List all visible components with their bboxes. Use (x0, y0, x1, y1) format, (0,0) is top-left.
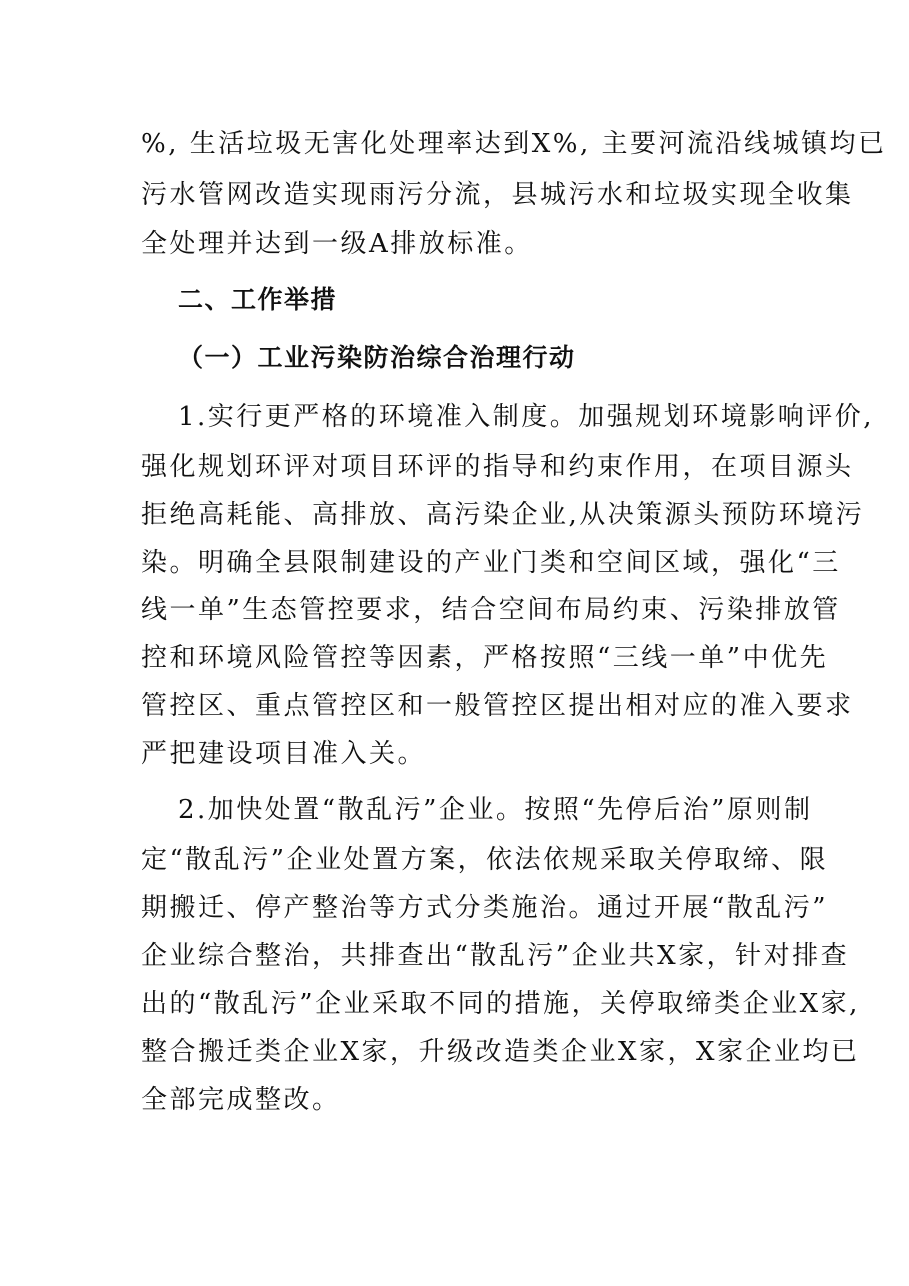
section-heading: 二、工作举措 (178, 285, 338, 314)
item1-line-4: 染。明确全县限制建设的产业门类和空间区域，强化“三 (141, 548, 841, 578)
intro-line-3: 全处理并达到一级A排放标准。 (141, 229, 533, 259)
item1-line-6: 控和环境风险管控等因素，严格按照“三线一单”中优先 (141, 643, 829, 673)
item1-line-2: 强化规划环评对项目环评的指导和约束作用，在项目源头 (141, 452, 854, 482)
item1-line-3: 拒绝高耗能、高排放、高污染企业,从决策源头预防环境污 (141, 500, 865, 530)
item1-line-5: 线一单”生态管控要求，结合空间布局约束、污染排放管 (141, 595, 841, 625)
item1-line-1: 1.实行更严格的环境准入制度。加强规划环境影响评价, (178, 402, 875, 432)
item2-line-1: 2.加快处置“散乱污”企业。按照“先停后治”原则制 (178, 795, 813, 825)
intro-line-2: 污水管网改造实现雨污分流，县城污水和垃圾实现全收集 (141, 180, 854, 210)
item2-line-4: 企业综合整治，共排查出“散乱污”企业共X家，针对排查 (141, 941, 850, 971)
item2-line-2: 定“散乱污”企业处置方案，依法依规采取关停取缔、限 (141, 845, 829, 875)
item2-line-6: 整合搬迁类企业X家，升级改造类企业X家，X家企业均已 (141, 1037, 860, 1067)
item1-line-7: 管控区、重点管控区和一般管控区提出相对应的准入要求 (141, 691, 854, 721)
intro-line-1: %, 生活垃圾无害化处理率达到X%, 主要河流沿线城镇均已 (141, 129, 887, 159)
subsection-heading: （一）工业污染防治综合治理行动 (178, 343, 576, 372)
item1-line-8: 严把建设项目准入关。 (141, 739, 427, 769)
item2-line-3: 期搬迁、停产整治等方式分类施治。通过开展“散乱污” (141, 893, 829, 923)
item2-line-7: 全部完成整改。 (141, 1085, 341, 1115)
item2-line-5: 出的“散乱污”企业采取不同的措施，关停取缔类企业X家, (141, 989, 860, 1019)
